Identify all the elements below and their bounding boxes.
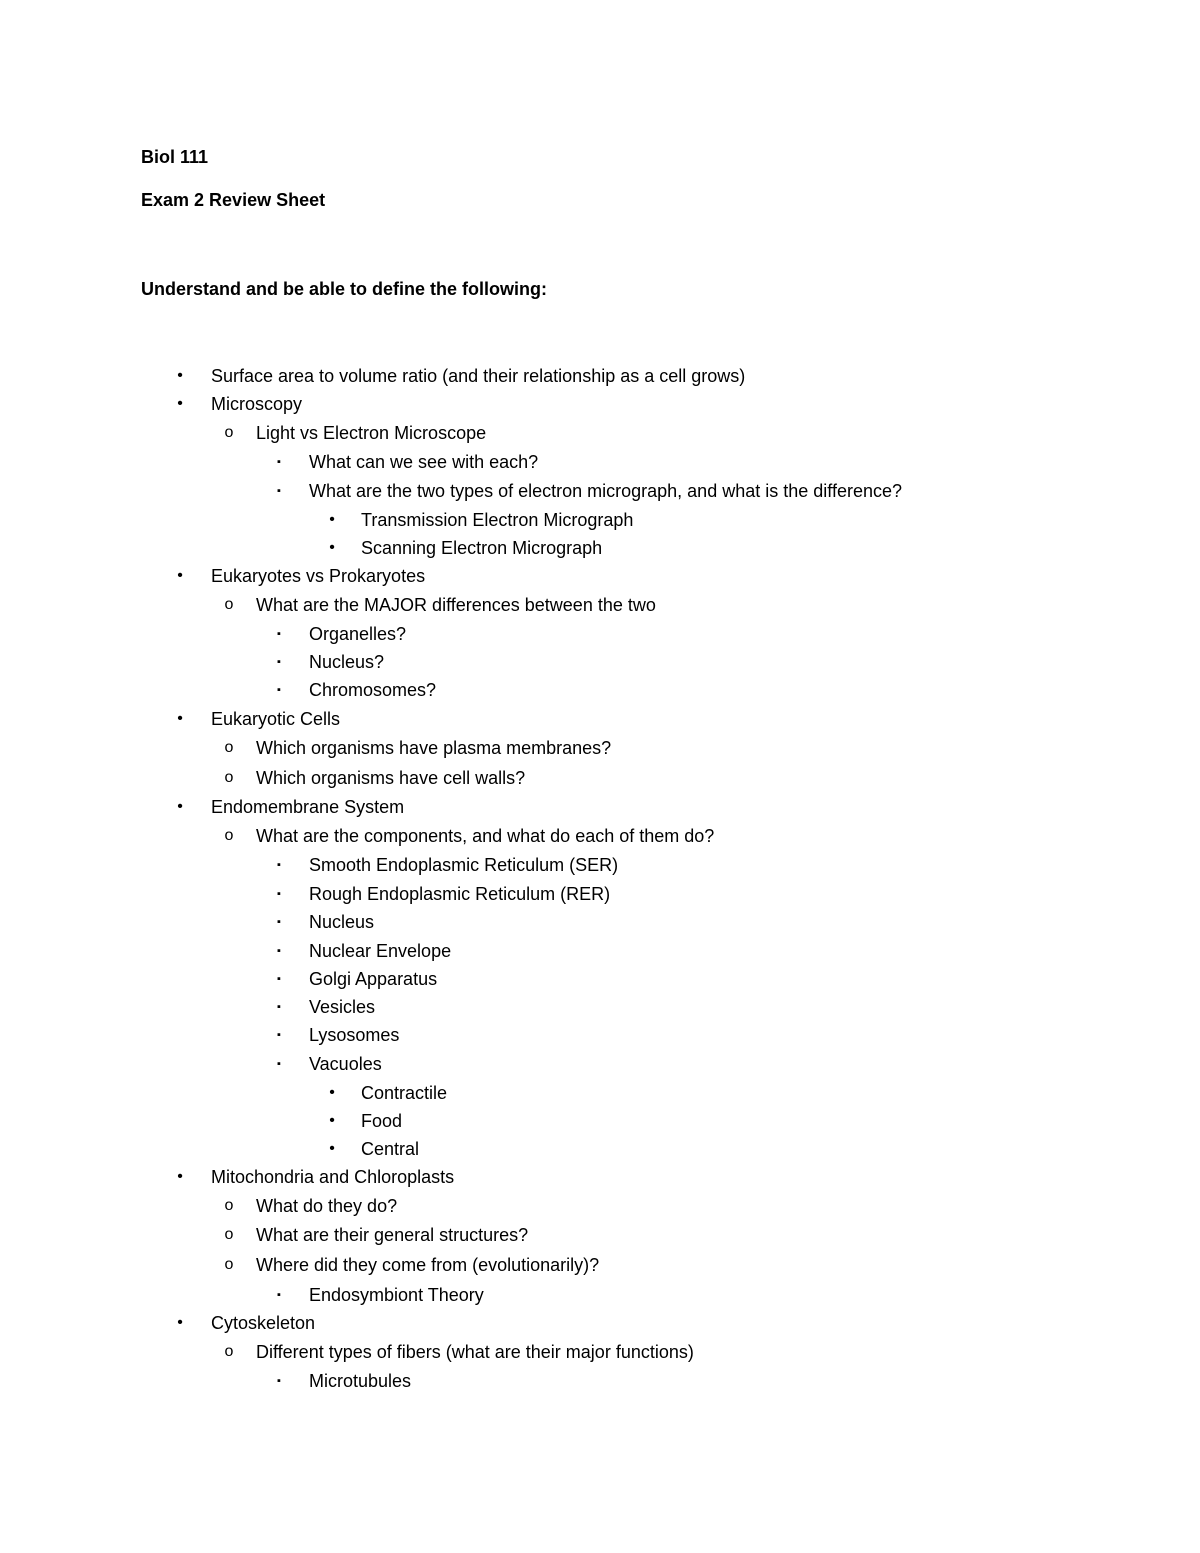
outline-item-text: Scanning Electron Micrograph bbox=[361, 538, 603, 558]
outline-item-text: Nucleus? bbox=[309, 652, 385, 672]
outline-item-text: Golgi Apparatus bbox=[309, 969, 438, 989]
outline-item-text: Nucleus bbox=[309, 912, 375, 932]
outline-item-text: Rough Endoplasmic Reticulum (RER) bbox=[309, 884, 611, 904]
bullet-square-icon: ▪ bbox=[277, 945, 281, 957]
bullet-dot-icon: • bbox=[329, 1140, 335, 1157]
outline-item-text: Central bbox=[361, 1139, 420, 1159]
outline-item-text: What are the MAJOR differences between the two bbox=[256, 595, 656, 615]
bullet-circle-icon: o bbox=[224, 1343, 234, 1360]
bullet-dot-icon: • bbox=[329, 511, 335, 528]
bullet-dot-icon: • bbox=[177, 567, 183, 584]
outline-item-text: Lysosomes bbox=[309, 1025, 400, 1045]
outline-item-text: Mitochondria and Chloroplasts bbox=[211, 1167, 455, 1187]
outline-item-text: Organelles? bbox=[309, 624, 407, 644]
bullet-dot-icon: • bbox=[329, 1084, 335, 1101]
bullet-square-icon: ▪ bbox=[277, 916, 281, 928]
course-title: Biol 111 bbox=[141, 147, 209, 167]
outline-item-text: What are the two types of electron micrograph, and what is the difference? bbox=[309, 481, 902, 501]
bullet-circle-icon: o bbox=[224, 769, 234, 786]
bullet-circle-icon: o bbox=[224, 424, 234, 441]
bullet-dot-icon: • bbox=[177, 367, 183, 384]
outline-item-text: Endosymbiont Theory bbox=[309, 1285, 484, 1305]
outline-item-text: Transmission Electron Micrograph bbox=[361, 510, 634, 530]
outline-item-text: What are the components, and what do each of them do? bbox=[256, 826, 715, 846]
bullet-square-icon: ▪ bbox=[277, 1289, 281, 1301]
bullet-circle-icon: o bbox=[224, 596, 234, 613]
bullet-square-icon: ▪ bbox=[277, 1058, 281, 1070]
bullet-square-icon: ▪ bbox=[277, 1375, 281, 1387]
outline-item-text: Microtubules bbox=[309, 1371, 412, 1391]
bullet-square-icon: ▪ bbox=[277, 1001, 281, 1013]
bullet-circle-icon: o bbox=[224, 1197, 234, 1214]
outline-item-text: Nuclear Envelope bbox=[309, 941, 452, 961]
bullet-dot-icon: • bbox=[177, 395, 183, 412]
bullet-dot-icon: • bbox=[177, 1314, 183, 1331]
bullet-circle-icon: o bbox=[224, 1226, 234, 1243]
bullet-square-icon: ▪ bbox=[277, 656, 281, 668]
bullet-square-icon: ▪ bbox=[277, 1029, 281, 1041]
outline-item-text: Which organisms have plasma membranes? bbox=[256, 738, 612, 758]
outline-item-text: Endomembrane System bbox=[211, 797, 405, 817]
outline-item-text: Surface area to volume ratio (and their relationship as a cell grows) bbox=[211, 366, 746, 386]
bullet-dot-icon: • bbox=[177, 1168, 183, 1185]
bullet-square-icon: ▪ bbox=[277, 456, 281, 468]
bullet-square-icon: ▪ bbox=[277, 859, 281, 871]
bullet-square-icon: ▪ bbox=[277, 888, 281, 900]
outline-item-text: Cytoskeleton bbox=[211, 1313, 316, 1333]
bullet-square-icon: ▪ bbox=[277, 973, 281, 985]
bullet-square-icon: ▪ bbox=[277, 485, 281, 497]
outline-item-text: Light vs Electron Microscope bbox=[256, 423, 487, 443]
bullet-circle-icon: o bbox=[224, 739, 234, 756]
bullet-square-icon: ▪ bbox=[277, 628, 281, 640]
bullet-circle-icon: o bbox=[224, 827, 234, 844]
outline-item-text: What are their general structures? bbox=[256, 1225, 529, 1245]
outline-item-text: Eukaryotic Cells bbox=[211, 709, 341, 729]
outline-item-text: Vacuoles bbox=[309, 1054, 382, 1074]
outline-item-text: Vesicles bbox=[309, 997, 376, 1017]
outline-item-text: What do they do? bbox=[256, 1196, 398, 1216]
instruction-heading: Understand and be able to define the following: bbox=[141, 279, 548, 299]
outline-item-text: Eukaryotes vs Prokaryotes bbox=[211, 566, 426, 586]
bullet-circle-icon: o bbox=[224, 1256, 234, 1273]
outline-item-text: Different types of fibers (what are their major functions) bbox=[256, 1342, 694, 1362]
outline-item-text: Contractile bbox=[361, 1083, 448, 1103]
outline-item-text: Food bbox=[361, 1111, 403, 1131]
exam-title: Exam 2 Review Sheet bbox=[141, 190, 326, 210]
bullet-dot-icon: • bbox=[177, 710, 183, 727]
bullet-dot-icon: • bbox=[329, 1112, 335, 1129]
outline-item-text: Chromosomes? bbox=[309, 680, 437, 700]
outline-item-text: What can we see with each? bbox=[309, 452, 539, 472]
outline-item-text: Which organisms have cell walls? bbox=[256, 768, 526, 788]
bullet-dot-icon: • bbox=[329, 539, 335, 556]
bullet-dot-icon: • bbox=[177, 798, 183, 815]
outline-item-text: Where did they come from (evolutionarily)? bbox=[256, 1255, 600, 1275]
outline-item-text: Microscopy bbox=[211, 394, 303, 414]
bullet-square-icon: ▪ bbox=[277, 684, 281, 696]
outline-item-text: Smooth Endoplasmic Reticulum (SER) bbox=[309, 855, 619, 875]
